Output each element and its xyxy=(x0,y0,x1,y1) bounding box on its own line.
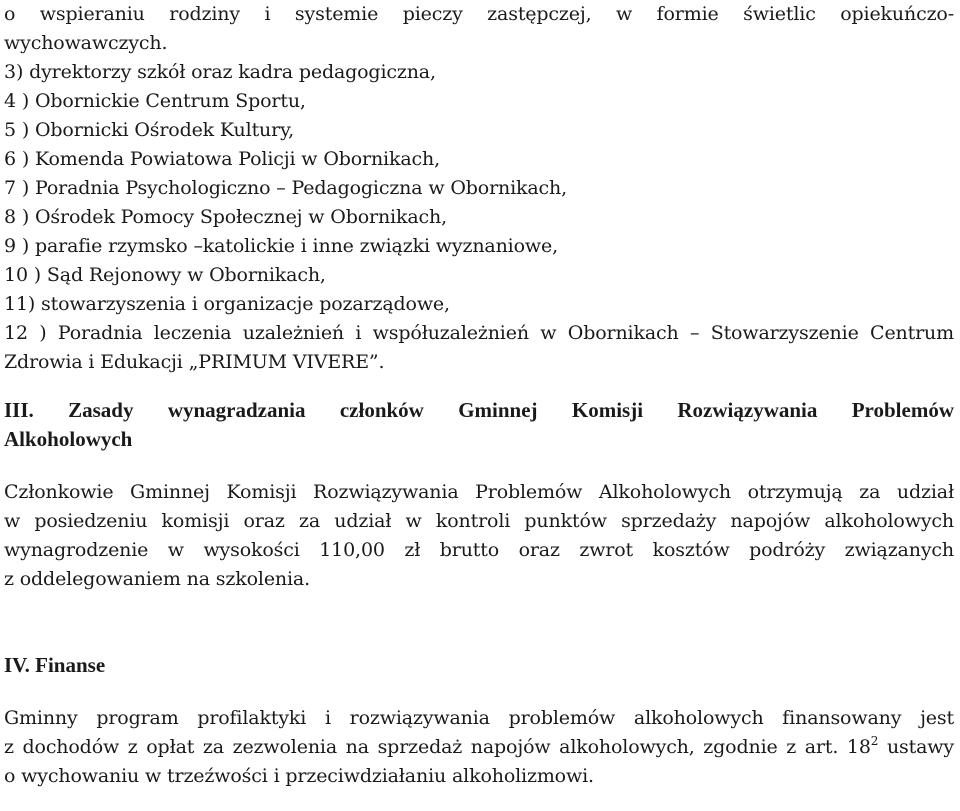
list-item-11: 11) stowarzyszenia i organizacje pozarządowe, xyxy=(4,293,450,315)
section-3-paragraph-line-3: wynagrodzenie w wysokości 110,00 zł brutto oraz zwrot kosztów podróży związanych xyxy=(4,539,954,561)
section-4-paragraph-line-2 xyxy=(4,733,954,762)
section-4-paragraph-line-2-text: z dochodów z opłat za zezwolenia na sprzedaż napojów alkoholowych, zgodnie z art. 18 xyxy=(4,736,871,758)
list-item-5: 5 ) Obornicki Ośrodek Kultury, xyxy=(4,119,295,141)
list-item-6: 6 ) Komenda Powiatowa Policji w Obornikach, xyxy=(4,148,440,170)
section-4-paragraph-line-3: o wychowaniu w trzeźwości i przeciwdziałaniu alkoholizmowi. xyxy=(4,765,594,787)
list-item-8: 8 ) Ośrodek Pomocy Społecznej w Obornikach, xyxy=(4,206,447,228)
footnote-superscript: 2 xyxy=(870,734,879,748)
spacer xyxy=(4,454,954,478)
list-item-9: 9 ) parafie rzymsko –katolickie i inne związki wyznaniowe, xyxy=(4,235,558,257)
list-item-12-line-2: Zdrowia i Edukacji „PRIMUM VIVERE”. xyxy=(4,351,385,373)
section-3-heading-line-2: Alkoholowych xyxy=(4,427,133,451)
list-item-7: 7 ) Poradnia Psychologiczno – Pedagogiczna w Obornikach, xyxy=(4,177,568,199)
list-item-3: 3) dyrektorzy szkół oraz kadra pedagogiczna, xyxy=(4,61,436,83)
spacer xyxy=(4,377,954,396)
list-item-12-line-1: 12 ) Poradnia leczenia uzależnień i współuzależnień w Obornikach – Stowarzyszenie Centrum xyxy=(4,322,954,344)
spacer xyxy=(4,594,954,627)
section-3-paragraph-line-2: w posiedzeniu komisji oraz za udział w kontroli punktów sprzedaży napojów alkoholowych xyxy=(4,510,954,532)
section-3-paragraph-line-1: Członkowie Gminnej Komisji Rozwiązywania Problemów Alkoholowych otrzymują za udział xyxy=(4,481,954,503)
top-paragraph-line-1: o wspieraniu rodziny i systemie pieczy zastępczej, w formie świetlic opiekuńczo- xyxy=(4,3,954,25)
section-4-paragraph-line-2-end: ustawy xyxy=(886,736,954,758)
section-4-paragraph-line-1: Gminny program profilaktyki i rozwiązywania problemów alkoholowych finansowany jest xyxy=(4,707,954,729)
spacer xyxy=(4,680,954,704)
section-3-paragraph-line-4: z oddelegowaniem na szkolenia. xyxy=(4,568,311,590)
spacer xyxy=(4,627,954,651)
list-item-4: 4 ) Obornickie Centrum Sportu, xyxy=(4,90,306,112)
list-item-10: 10 ) Sąd Rejonowy w Obornikach, xyxy=(4,264,326,286)
section-3-heading-line-1: III. Zasady wynagradzania członków Gminnej Komisji Rozwiązywania Problemów xyxy=(4,398,954,422)
top-paragraph-line-2: wychowawczych. xyxy=(4,32,168,54)
section-4-heading: IV. Finanse xyxy=(4,653,106,677)
document-page xyxy=(4,0,954,791)
